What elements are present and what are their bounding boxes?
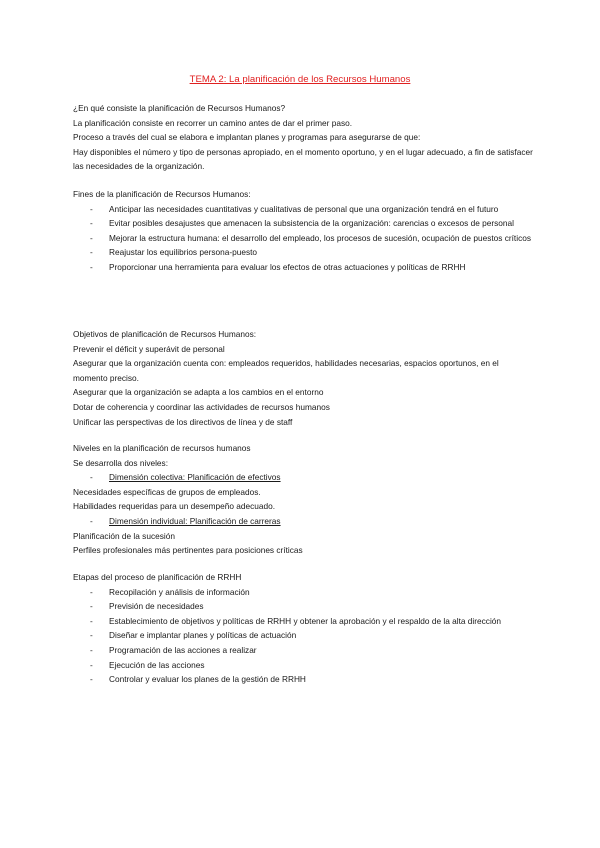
paragraph: Hay disponibles el número y tipo de personas apropiado, en el momento oportuno, y en el lugar adecuado, a fin de satisfacer las necesidades de la organización.: [73, 146, 533, 172]
section-definition: [73, 101, 533, 174]
list-item: - Reajustar los equilibrios persona-puesto: [73, 245, 533, 260]
document-title: TEMA 2: La planificación de los Recursos Humanos: [189, 74, 411, 85]
paragraph: Dotar de coherencia y coordinar las actividades de recursos humanos: [73, 401, 330, 412]
section-fines: [73, 187, 533, 275]
fines-list: [73, 202, 533, 275]
paragraph: Necesidades específicas de grupos de empleados.: [73, 486, 261, 497]
level1-list: [73, 470, 533, 485]
list-item: - Mejorar la estructura humana: el desarrollo del empleado, los procesos de sucesión, ocupación de puestos críticos: [73, 231, 533, 246]
section-heading: ¿En qué consiste la planificación de Recursos Humanos?: [73, 103, 286, 113]
level1-item: [73, 470, 533, 485]
level2-item: [73, 514, 533, 529]
level1-label: Dimensión colectiva: Planificación de efectivos: [109, 472, 281, 483]
paragraph: Perfiles profesionales más pertinentes para posiciones críticas: [73, 545, 303, 556]
list-item: - Recopilación y análisis de información: [73, 585, 533, 600]
section-heading: Niveles en la planificación de recursos humanos: [73, 443, 251, 453]
list-item: - Establecimiento de objetivos y políticas de RRHH y obtener la aprobación y el respaldo de la alta dirección: [73, 614, 533, 629]
section-heading: Etapas del proceso de planificación de RRHH: [73, 572, 242, 582]
list-item: - Previsión de necesidades: [73, 599, 533, 614]
paragraph: La planificación consiste en recorrer un camino antes de dar el primer paso.: [73, 117, 353, 128]
paragraph: Asegurar que la organización se adapta a los cambios en el entorno: [73, 387, 324, 398]
paragraph: Habilidades requeridas para un desempeño adecuado.: [73, 501, 276, 512]
paragraph: Unificar las perspectivas de los directivos de línea y de staff: [73, 416, 293, 427]
etapas-list: [73, 585, 533, 687]
list-item: - Controlar y evaluar los planes de la gestión de RRHH: [73, 672, 533, 687]
list-item: - Anticipar las necesidades cuantitativas y cualitativas de personal que una organización tendrá en el futuro: [73, 202, 533, 217]
paragraph: Se desarrolla dos niveles:: [73, 457, 169, 468]
paragraph: Prevenir el déficit y superávit de personal: [73, 343, 225, 354]
list-item: - Programación de las acciones a realizar: [73, 643, 533, 658]
list-item: - Ejecución de las acciones: [73, 658, 533, 673]
paragraph: Proceso a través del cual se elabora e implantan planes y programas para asegurarse de que:: [73, 132, 421, 143]
paragraph: Asegurar que la organización cuenta con: empleados requeridos, habilidades necesarias, espacios oportunos, en el momento preciso.: [73, 358, 499, 383]
section-heading: Objetivos de planificación de Recursos Humanos:: [73, 329, 257, 339]
level2-label: Dimensión individual: Planificación de carreras: [109, 515, 281, 526]
paragraph: Planificación de la sucesión: [73, 530, 175, 541]
list-item: - Diseñar e implantar planes y políticas de actuación: [73, 628, 533, 643]
list-item: - Evitar posibles desajustes que amenacen la subsistencia de la organización: carencias o excesos de personal: [73, 216, 533, 231]
section-heading: Fines de la planificación de Recursos Humanos:: [73, 189, 251, 199]
section-niveles: [73, 441, 533, 558]
section-objetivos: [73, 327, 533, 429]
section-etapas: [73, 570, 533, 687]
list-item: - Proporcionar una herramienta para evaluar los efectos de otras actuaciones y políticas de RRHH: [73, 260, 533, 275]
level2-list: [73, 514, 533, 529]
